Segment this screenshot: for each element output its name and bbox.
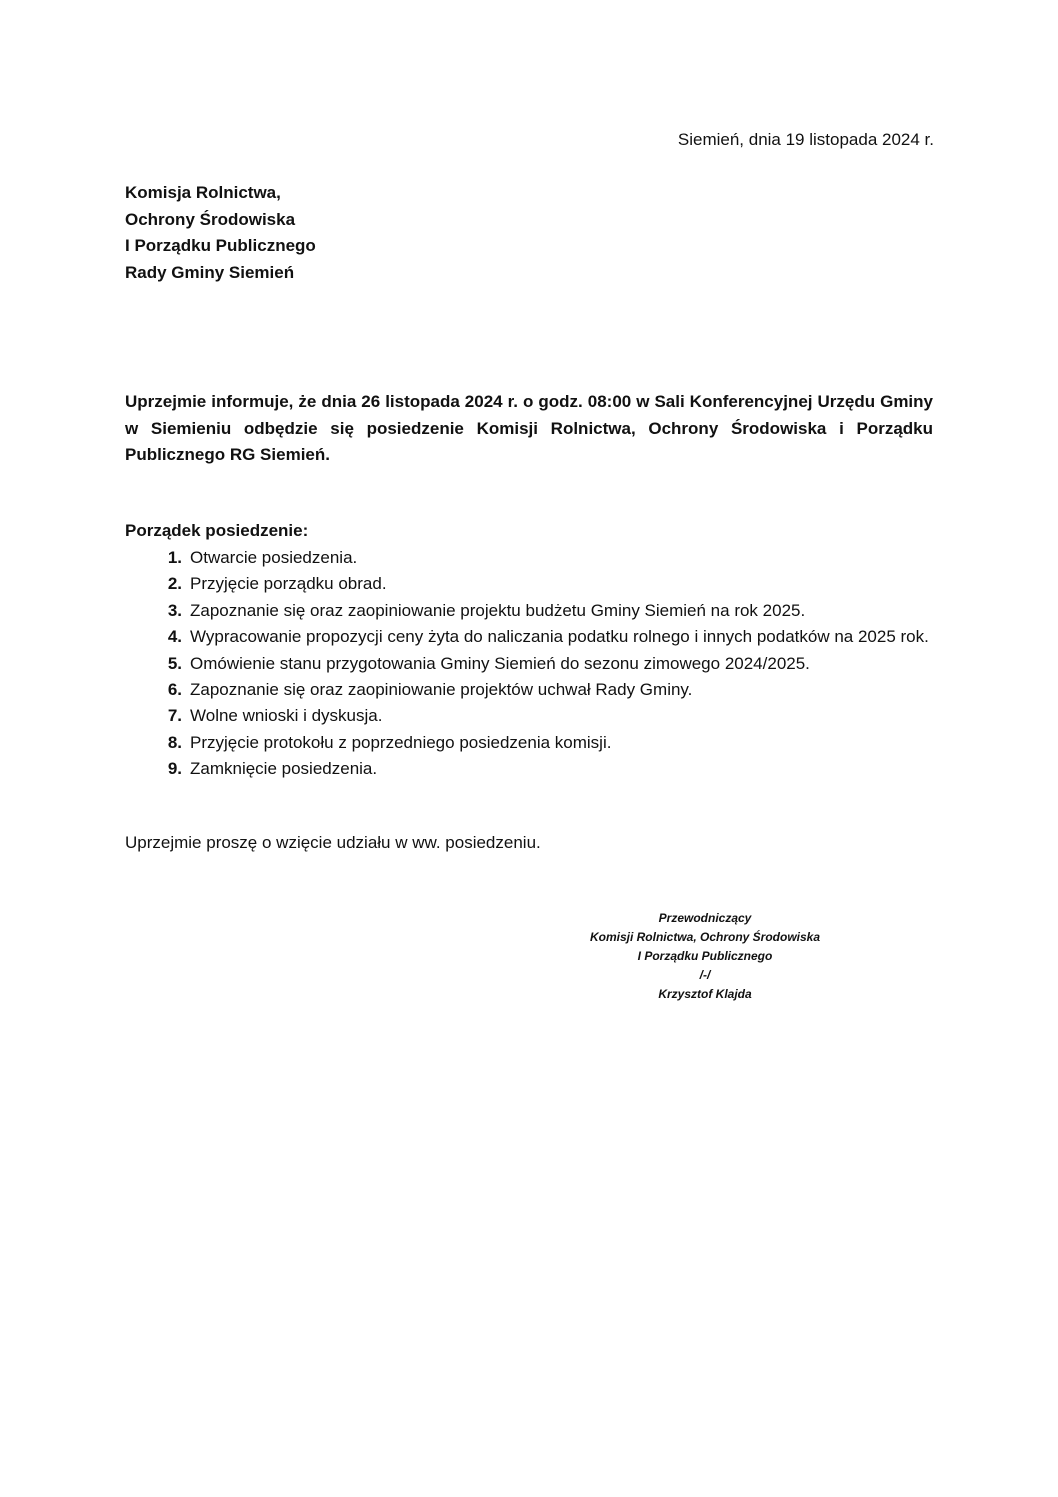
agenda-item-text: Wypracowanie propozycji ceny żyta do naliczania podatku rolnego i innych podatków na 2025 rok. — [190, 627, 929, 647]
agenda-item-number: 8. — [167, 732, 182, 752]
addressee-line-2: Ochrony Środowiska — [125, 209, 296, 229]
agenda-item-number: 5. — [167, 653, 182, 673]
agenda-item-text: Zamknięcie posiedzenia. — [190, 759, 378, 779]
agenda-item — [125, 677, 933, 703]
agenda-item — [125, 598, 933, 624]
agenda-item-text: Przyjęcie porządku obrad. — [190, 574, 387, 594]
agenda-item-number: 9. — [167, 759, 182, 779]
agenda-item-text: Otwarcie posiedzenia. — [190, 548, 358, 567]
agenda-item-number: 2. — [167, 574, 182, 594]
agenda-item — [125, 571, 933, 597]
agenda-item — [125, 545, 933, 571]
agenda-item — [125, 703, 933, 729]
signature-role: Przewodniczący — [658, 911, 752, 925]
date-line: Siemień, dnia 19 listopada 2024 r. — [677, 130, 934, 149]
intro-paragraph: Uprzejmie informuje, że dnia 26 listopada 2024 r. o godz. 08:00 w Sali Konferencyjnej Urzędu Gminy w Siemieniu odbędzie się posiedzenie Komisji Rolnictwa, Ochrony Środowiska i Porządku Publicznego RG Siemień. — [125, 392, 933, 464]
signature-block — [560, 909, 850, 1004]
addressee-line-3: I Porządku Publicznego — [125, 236, 316, 255]
closing-sentence: Uprzejmie proszę o wzięcie udziału w ww. posiedzeniu. — [125, 833, 541, 852]
agenda-item-text: Zapoznanie się oraz zaopiniowanie projektu budżetu Gminy Siemień na rok 2025. — [190, 600, 806, 620]
agenda-item — [125, 651, 933, 677]
agenda-item-number: 4. — [167, 627, 182, 647]
signature-committee-line-1: Komisji Rolnictwa, Ochrony Środowiska — [589, 930, 821, 944]
addressee-block — [125, 180, 316, 286]
agenda-item-number: 3. — [167, 600, 182, 620]
signature-committee-line-2: I Porządku Publicznego — [637, 949, 773, 963]
agenda-item — [125, 624, 933, 650]
agenda-title: Porządek posiedzenie: — [125, 521, 309, 540]
signature-name: Krzysztof Klajda — [658, 987, 752, 1001]
agenda-item-number: 1. — [167, 548, 182, 567]
addressee-line-4: Rady Gminy Siemień — [125, 262, 295, 282]
agenda-item — [125, 730, 933, 756]
agenda-item-text: Wolne wnioski i dyskusja. — [190, 706, 383, 726]
agenda-item-text: Przyjęcie protokołu z poprzedniego posiedzenia komisji. — [190, 732, 612, 752]
signature-signed-mark: /-/ — [699, 968, 711, 982]
agenda-item-text: Omówienie stanu przygotowania Gminy Siemień do sezonu zimowego 2024/2025. — [190, 653, 810, 673]
agenda-item-number: 7. — [167, 706, 182, 726]
agenda-list — [125, 545, 933, 783]
agenda-item-number: 6. — [167, 680, 182, 700]
agenda-item-text: Zapoznanie się oraz zaopiniowanie projektów uchwał Rady Gminy. — [190, 680, 693, 700]
agenda-item — [125, 756, 933, 782]
addressee-line-1: Komisja Rolnictwa, — [125, 183, 281, 202]
